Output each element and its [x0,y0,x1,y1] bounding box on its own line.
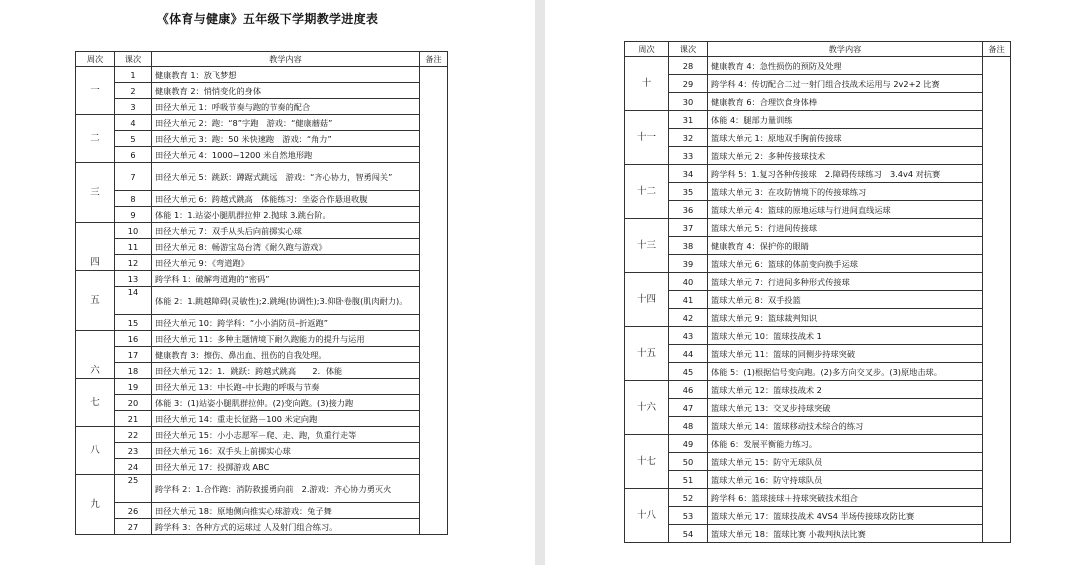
lesson-content: 田径大单元 16：双手头上前掷实心球 [152,443,420,459]
lesson-content: 田径大单元 12：1．跳跃：跨越式跳高 2．体能 [152,363,420,379]
lesson-content: 健康教育 6：合理饮食身体棒 [708,93,983,111]
lesson-number: 30 [669,93,708,111]
lesson-number: 40 [669,273,708,291]
header-lesson: 课次 [669,42,708,57]
header-content: 教学内容 [152,52,420,67]
lesson-number: 14 [115,287,152,315]
lesson-number: 44 [669,345,708,363]
lesson-number: 16 [115,331,152,347]
lesson-number: 10 [115,223,152,239]
week-cell: 十五 [625,327,669,381]
header-week: 周次 [76,52,115,67]
lesson-number: 1 [115,67,152,83]
lesson-content: 田径大单元 2：跑：“8”字跑 游戏：“健康蘑菇” [152,115,420,131]
lesson-number: 34 [669,165,708,183]
lesson-number: 11 [115,239,152,255]
lesson-number: 45 [669,363,708,381]
lesson-content: 篮球大单元 7：行进间多种形式传接球 [708,273,983,291]
week-cell: 十四 [625,273,669,327]
week-cell: 七 [76,379,115,427]
schedule-table-right [624,41,1011,543]
header-note: 备注 [420,52,448,67]
lesson-number: 39 [669,255,708,273]
week-cell: 一 [76,67,115,115]
lesson-number: 38 [669,237,708,255]
header-content: 教学内容 [708,42,983,57]
lesson-content: 田径大单元 7：双手从头后向前掷实心球 [152,223,420,239]
lesson-number: 3 [115,99,152,115]
lesson-content: 篮球大单元 9：篮球裁判知识 [708,309,983,327]
lesson-content: 篮球大单元 2：多种传接球技术 [708,147,983,165]
note-cell [983,57,1011,543]
lesson-content: 健康教育 4：急性损伤的预防及处理 [708,57,983,75]
lesson-number: 50 [669,453,708,471]
lesson-number: 49 [669,435,708,453]
lesson-number: 2 [115,83,152,99]
lesson-content: 田径大单元 3：跑：50 米快速跑 游戏：“角力” [152,131,420,147]
lesson-content: 篮球大单元 8：双手投篮 [708,291,983,309]
lesson-content: 跨学科 2：1.合作跑：消防救援勇向前 2.游戏：齐心协力勇灭火 [152,475,420,503]
week-cell: 十一 [625,111,669,165]
week-cell: 八 [76,427,115,475]
lesson-number: 26 [115,503,152,519]
lesson-content: 跨学科 1：破解弯道跑的“密码” [152,271,420,287]
lesson-number: 9 [115,207,152,223]
week-cell: 十 [625,57,669,111]
week-cell: 六 [76,331,115,379]
lesson-number: 41 [669,291,708,309]
lesson-number: 35 [669,183,708,201]
lesson-number: 31 [669,111,708,129]
lesson-number: 48 [669,417,708,435]
header-note: 备注 [983,42,1011,57]
lesson-content: 体能 4：腿部力量训练 [708,111,983,129]
week-cell: 十二 [625,165,669,219]
note-cell [420,67,448,535]
lesson-content: 体能 6：发展平衡能力练习。 [708,435,983,453]
schedule-table-left [75,51,448,535]
lesson-number: 36 [669,201,708,219]
lesson-content: 篮球大单元 1：原地双手胸前传接球 [708,129,983,147]
lesson-number: 42 [669,309,708,327]
lesson-content: 田径大单元 17：投掷游戏 ABC [152,459,420,475]
document-page-left [0,0,535,565]
lesson-content: 体能 2：1.跳越障碍(灵敏性);2.跳绳(协调性);3.仰卧卷腹(肌肉耐力)。 [152,287,420,315]
lesson-number: 52 [669,489,708,507]
lesson-content: 篮球大单元 17：篮球技战术 4VS4 半场传接球攻防比赛 [708,507,983,525]
lesson-content: 篮球大单元 10：篮球技战术 1 [708,327,983,345]
lesson-content: 跨学科 3：各种方式的运球过 人及射门组合练习。 [152,519,420,535]
lesson-number: 12 [115,255,152,271]
lesson-content: 田径大单元 5：跳跃：蹲踞式跳远 游戏：“齐心协力，智勇闯关” [152,163,420,191]
lesson-number: 46 [669,381,708,399]
lesson-content: 田径大单元 4：1000~1200 米自然地形跑 [152,147,420,163]
week-cell: 三 [76,163,115,223]
lesson-number: 17 [115,347,152,363]
lesson-content: 篮球大单元 3：在攻防情境下的传接球练习 [708,183,983,201]
lesson-number: 22 [115,427,152,443]
lesson-content: 篮球大单元 11：篮球的同侧步持球突破 [708,345,983,363]
lesson-number: 37 [669,219,708,237]
lesson-content: 田径大单元 9：《弯道跑》 [152,255,420,271]
lesson-number: 47 [669,399,708,417]
lesson-number: 8 [115,191,152,207]
lesson-number: 32 [669,129,708,147]
lesson-number: 13 [115,271,152,287]
lesson-content: 健康教育 2：悄悄变化的身体 [152,83,420,99]
lesson-number: 23 [115,443,152,459]
lesson-content: 体能 3：(1)站姿小腿肌群拉伸。(2)变向跑。(3)接力跑 [152,395,420,411]
week-cell: 九 [76,475,115,535]
header-week: 周次 [625,42,669,57]
lesson-content: 跨学科 6：篮球接球＋持球突破技术组合 [708,489,983,507]
lesson-number: 20 [115,395,152,411]
document-page-right [545,0,1080,565]
lesson-number: 28 [669,57,708,75]
lesson-number: 25 [115,475,152,503]
lesson-content: 田径大单元 14：重走长征路－100 米定向跑 [152,411,420,427]
week-cell: 五 [76,271,115,331]
week-cell: 十八 [625,489,669,543]
lesson-content: 田径大单元 18：原地侧向推实心球游戏：兔子舞 [152,503,420,519]
lesson-content: 田径大单元 15：小小志愿军－爬、走、跑，负重行走等 [152,427,420,443]
lesson-number: 51 [669,471,708,489]
lesson-content: 田径大单元 13：中长跑–中长跑的呼吸与节奏 [152,379,420,395]
lesson-number: 19 [115,379,152,395]
lesson-content: 健康教育 3：擦伤、鼻出血、扭伤的自我处理。 [152,347,420,363]
lesson-content: 田径大单元 8：畅游宝岛台湾《耐久跑与游戏》 [152,239,420,255]
lesson-number: 54 [669,525,708,543]
week-cell: 十三 [625,219,669,273]
lesson-content: 健康教育 1：放飞梦想 [152,67,420,83]
lesson-content: 健康教育 4：保护你的眼睛 [708,237,983,255]
week-cell: 二 [76,115,115,163]
lesson-number: 33 [669,147,708,165]
lesson-number: 24 [115,459,152,475]
lesson-content: 跨学科 4：传切配合二过一射门组合技战术运用与 2v2+2 比赛 [708,75,983,93]
lesson-number: 53 [669,507,708,525]
lesson-content: 田径大单元 10：跨学科：“小小消防员–折返跑” [152,315,420,331]
lesson-content: 篮球大单元 12：篮球技战术 2 [708,381,983,399]
lesson-content: 体能 5：(1)根据信号变向跑。(2)多方向交叉步。(3)原地击球。 [708,363,983,381]
lesson-number: 21 [115,411,152,427]
lesson-content: 田径大单元 6：跨越式跳高 体能练习：坐姿合作悬退收腹 [152,191,420,207]
lesson-content: 田径大单元 1：呼吸节奏与跑的节奏的配合 [152,99,420,115]
lesson-number: 43 [669,327,708,345]
lesson-number: 5 [115,131,152,147]
lesson-content: 篮球大单元 15：防守无球队员 [708,453,983,471]
lesson-number: 27 [115,519,152,535]
week-cell: 四 [76,223,115,271]
week-cell: 十七 [625,435,669,489]
page-title: 《体育与健康》五年级下学期教学进度表 [156,12,379,26]
header-lesson: 课次 [115,52,152,67]
lesson-content: 跨学科 5：1.复习各种传接球 2.障碍传球练习 3.4v4 对抗赛 [708,165,983,183]
lesson-content: 篮球大单元 18：篮球比赛 小裁判执法比赛 [708,525,983,543]
lesson-number: 29 [669,75,708,93]
lesson-number: 4 [115,115,152,131]
lesson-content: 篮球大单元 14：篮球移动技术综合的练习 [708,417,983,435]
lesson-number: 6 [115,147,152,163]
lesson-content: 篮球大单元 13：交叉步持球突破 [708,399,983,417]
week-cell: 十六 [625,381,669,435]
lesson-number: 7 [115,163,152,191]
lesson-content: 篮球大单元 16：防守持球队员 [708,471,983,489]
lesson-content: 田径大单元 11：多种主题情境下耐久跑能力的提升与运用 [152,331,420,347]
lesson-number: 18 [115,363,152,379]
lesson-content: 篮球大单元 4：篮球的原地运球与行进间直线运球 [708,201,983,219]
lesson-content: 体能 1：1.站姿小腿肌群拉伸 2.抛球 3.跳台阶。 [152,207,420,223]
lesson-number: 15 [115,315,152,331]
lesson-content: 篮球大单元 6：篮球的体前变向换手运球 [708,255,983,273]
lesson-content: 篮球大单元 5：行进间传接球 [708,219,983,237]
